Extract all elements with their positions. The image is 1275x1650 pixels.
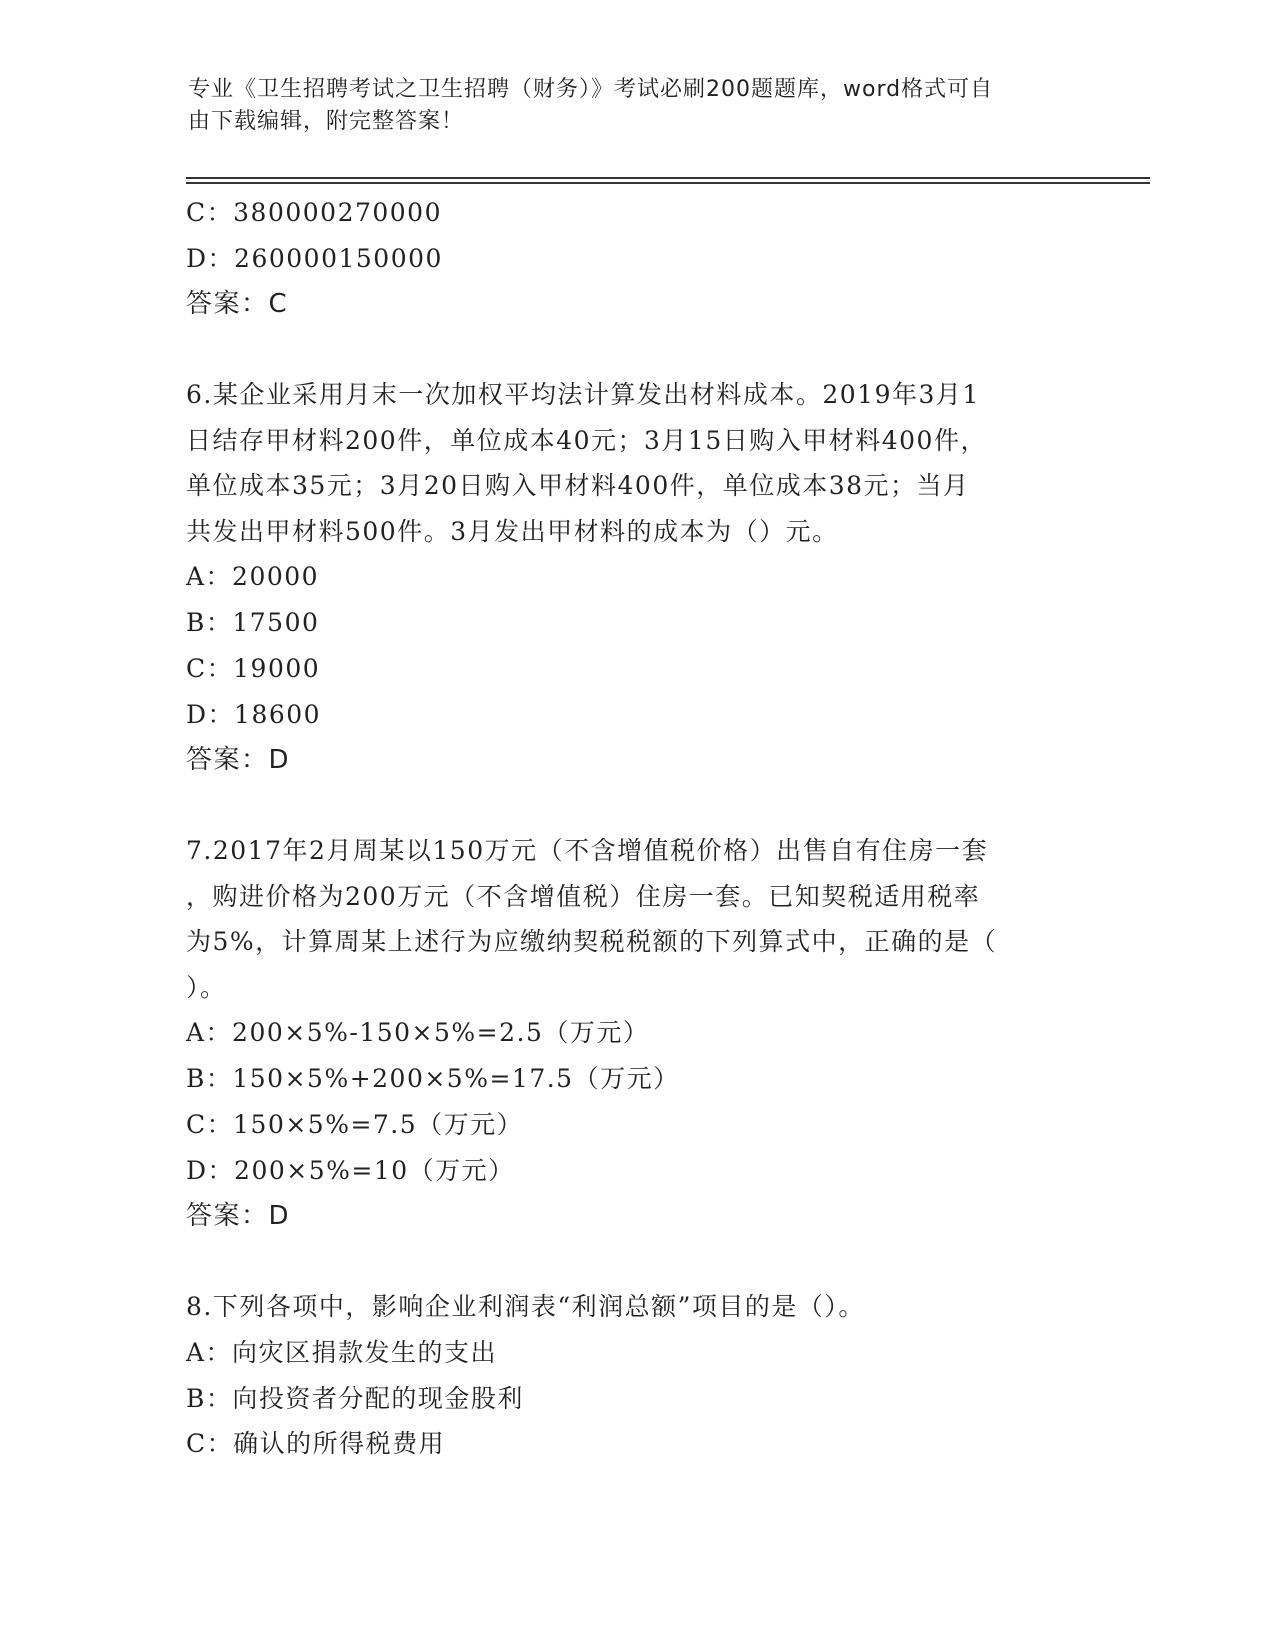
option-d: D：18600	[186, 699, 322, 729]
option-b: B：17500	[186, 608, 320, 638]
stem-line: 单位成本35元；3月20日购入甲材料400件，单位成本38元；当月	[186, 471, 970, 501]
header-divider-top	[186, 177, 1150, 179]
question-6	[186, 372, 1066, 783]
option-a: A：200×5%-150×5%=2.5（万元）	[186, 1018, 650, 1048]
question-7	[186, 828, 1066, 1239]
question-8	[186, 1284, 1066, 1467]
option-c: C：19000	[186, 653, 321, 683]
question-stem	[186, 828, 1066, 1010]
document-body	[186, 190, 1066, 1467]
option-a: A：向灾区捐款发生的支出	[186, 1337, 498, 1367]
question-stem	[186, 372, 1066, 554]
option-c: C：确认的所得税费用	[186, 1429, 446, 1459]
question-stem	[186, 1284, 1066, 1330]
stem-line: ）。	[186, 972, 227, 1002]
option-d: D：200×5%=10（万元）	[186, 1155, 515, 1185]
header-line-2: 由下载编辑，附完整答案！	[188, 109, 465, 134]
document-header	[188, 74, 1068, 138]
option-b: B：向投资者分配的现金股利	[186, 1383, 524, 1413]
option-b: B：150×5%+200×5%=17.5（万元）	[186, 1064, 680, 1094]
header-line-1: 专业《卫生招聘考试之卫生招聘（财务）》考试必刷200题题库，word格式可自	[188, 77, 994, 102]
stem-line: 6.某企业采用月末一次加权平均法计算发出材料成本。2019年3月1	[186, 380, 980, 410]
stem-line: 7.2017年2月周某以150万元（不含增值税价格）出售自有住房一套	[186, 836, 989, 866]
answer-line: 答案：D	[186, 744, 291, 775]
answer-line: 答案：C	[186, 288, 289, 319]
stem-line: 8.下列各项中，影响企业利润表“利润总额”项目的是（）。	[186, 1292, 865, 1322]
stem-line: 为5%，计算周某上述行为应缴纳契税税额的下列算式中，正确的是（	[186, 927, 998, 957]
option-c: C：380000270000	[186, 198, 442, 227]
option-d: D：260000150000	[186, 243, 443, 273]
option-a: A：20000	[186, 562, 320, 592]
stem-line: ，购进价格为200万元（不含增值税）住房一套。已知契税适用税率	[186, 881, 981, 911]
question-5-tail	[186, 190, 1066, 327]
option-c: C：150×5%=7.5（万元）	[186, 1109, 524, 1139]
stem-line: 共发出甲材料500件。3月发出甲材料的成本为（）元。	[186, 516, 839, 546]
stem-line: 日结存甲材料200件，单位成本40元；3月15日购入甲材料400件，	[186, 425, 987, 455]
header-divider-bottom	[186, 182, 1150, 184]
answer-line: 答案：D	[186, 1200, 291, 1231]
